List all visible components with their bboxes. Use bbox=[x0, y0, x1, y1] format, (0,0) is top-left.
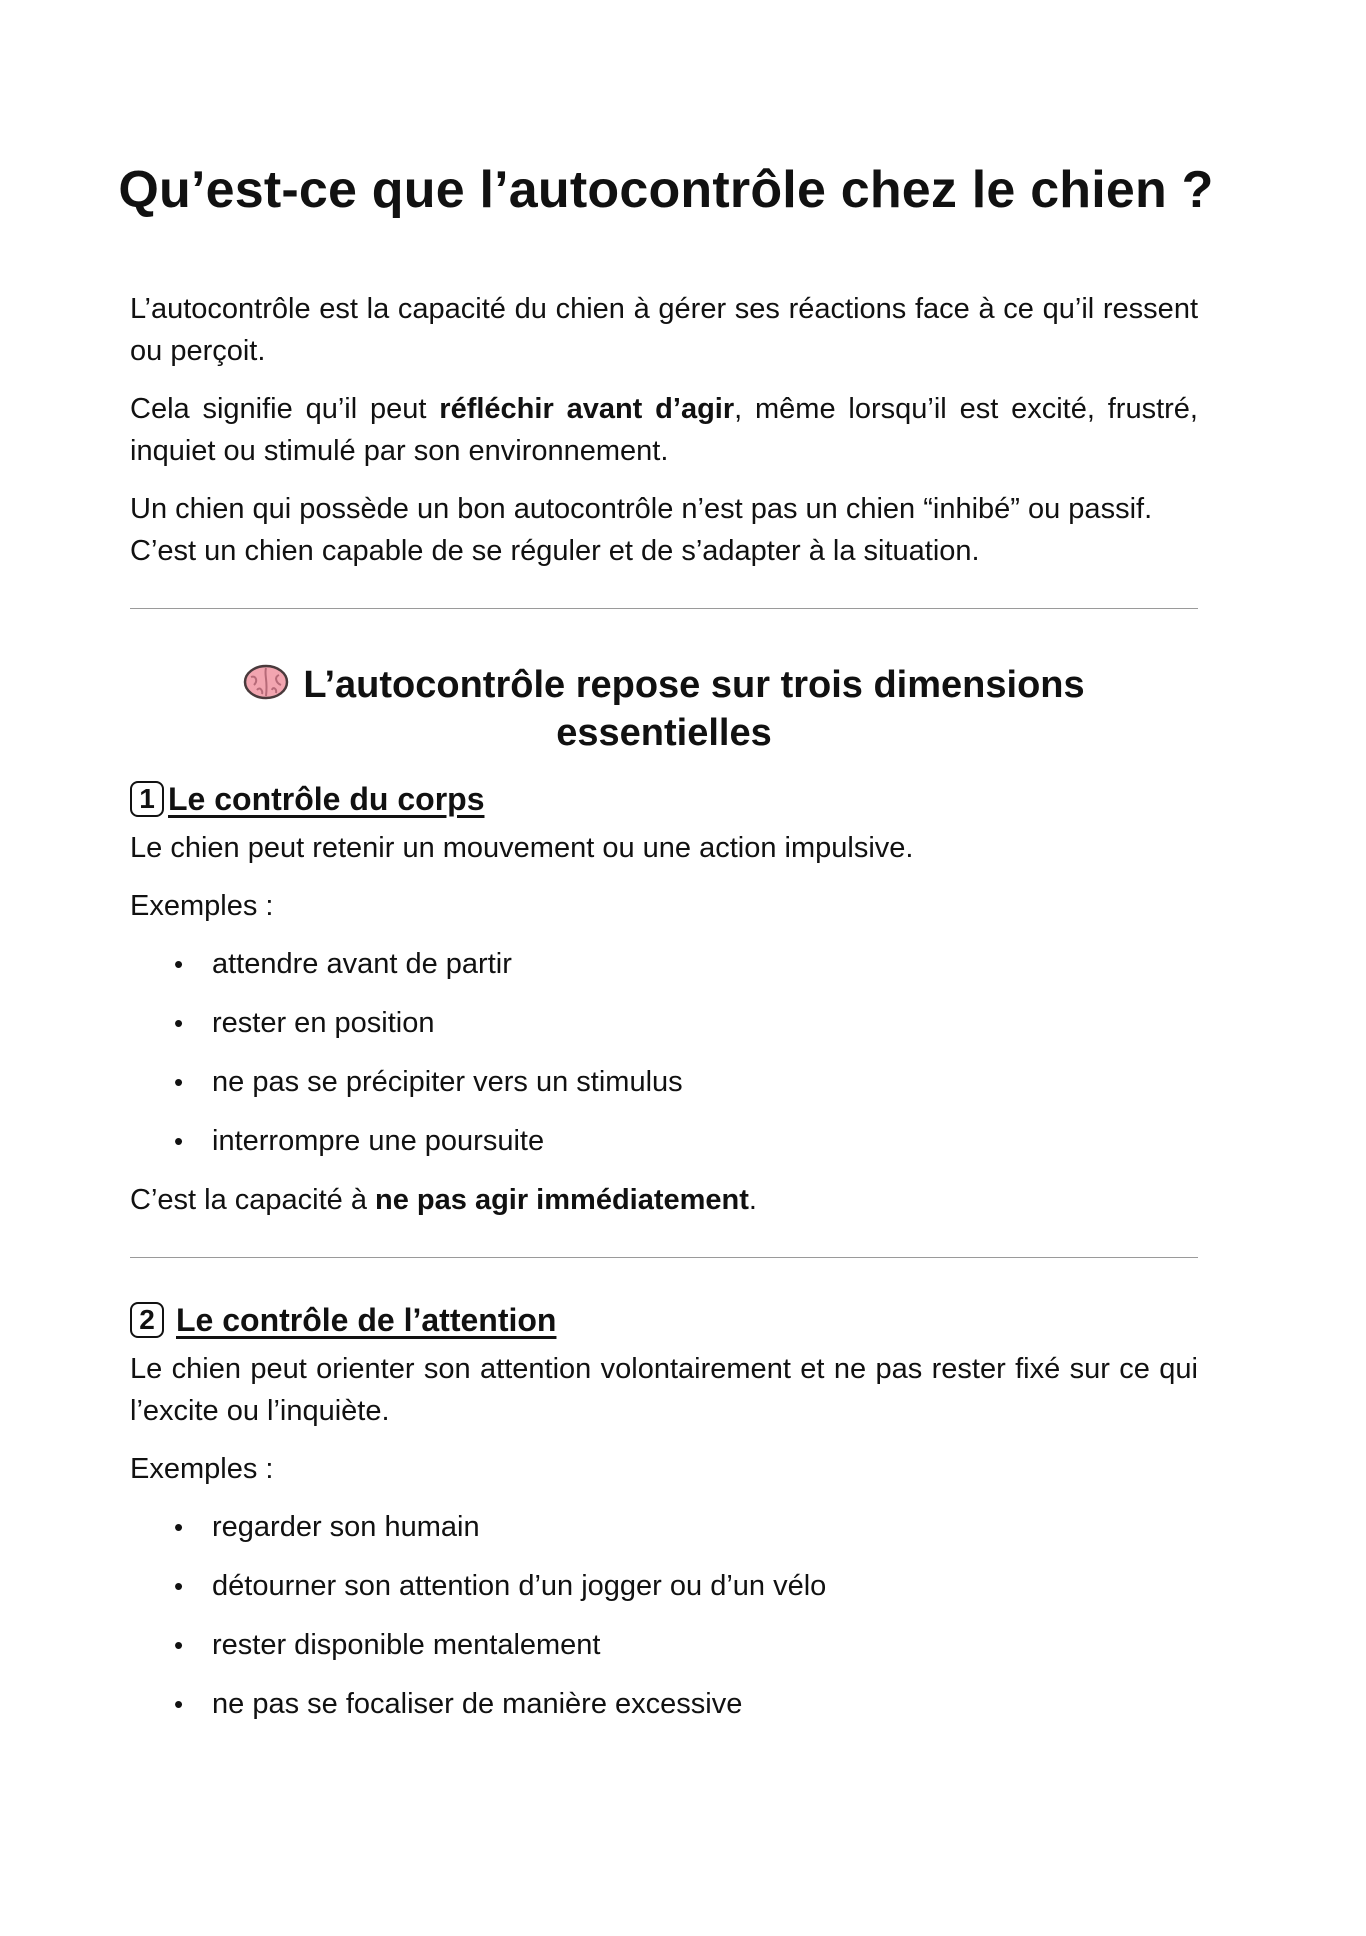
bullet: • bbox=[174, 1008, 184, 1038]
section-title-line-1: L’autocontrôle repose sur trois dimensions bbox=[303, 664, 1085, 706]
intro-paragraph-2 bbox=[130, 388, 1198, 472]
section-title bbox=[130, 661, 1198, 757]
bullet: • bbox=[174, 1067, 184, 1097]
list-item bbox=[174, 1120, 1198, 1162]
page-title: Qu’est-ce que l’autocontrôle chez le chien ? bbox=[118, 161, 1214, 219]
intro-paragraph-1: L’autocontrôle est la capacité du chien à gérer ses réactions face à ce qu’il ressent ou perçoit. bbox=[130, 293, 1198, 367]
intro-section bbox=[130, 288, 1198, 572]
list-item bbox=[174, 1683, 1198, 1725]
dimension-heading bbox=[130, 1300, 1198, 1340]
list-item bbox=[174, 1002, 1198, 1044]
examples-label: Exemples : bbox=[130, 1453, 274, 1485]
list-item bbox=[174, 1624, 1198, 1666]
examples-list bbox=[130, 1506, 1198, 1725]
section-divider bbox=[130, 608, 1198, 609]
dimension-2 bbox=[130, 1300, 1198, 1725]
bullet: • bbox=[174, 1630, 184, 1660]
list-item-text: rester en position bbox=[212, 1007, 435, 1039]
brain-icon bbox=[243, 663, 289, 701]
bullet: • bbox=[174, 1126, 184, 1156]
list-item bbox=[174, 1565, 1198, 1607]
bullet: • bbox=[174, 1689, 184, 1719]
intro-p2-emphasis: réfléchir avant d’agir bbox=[439, 393, 735, 425]
intro-paragraph-4: C’est un chien capable de se réguler et de s’adapter à la situation. bbox=[130, 535, 980, 567]
examples-label: Exemples : bbox=[130, 890, 274, 922]
section-title-line-2: essentielles bbox=[556, 712, 772, 754]
dimension-conclusion bbox=[130, 1179, 1198, 1221]
number-badge: 2 bbox=[130, 1302, 164, 1338]
section-divider bbox=[130, 1257, 1198, 1258]
list-item-text: interrompre une poursuite bbox=[212, 1125, 545, 1157]
bullet: • bbox=[174, 949, 184, 979]
conclusion-text: C’est la capacité à bbox=[130, 1184, 376, 1216]
list-item-text: détourner son attention d’un jogger ou d’un vélo bbox=[212, 1570, 827, 1602]
dimension-title: Le contrôle de l’attention bbox=[176, 1302, 557, 1338]
bullet: • bbox=[174, 1512, 184, 1542]
intro-p2-text-end: , même lorsqu’il est excité, frustré, inquiet ou stimulé par son environnement. bbox=[130, 393, 1198, 467]
list-item-text: ne pas se précipiter vers un stimulus bbox=[212, 1066, 683, 1098]
list-item-text: ne pas se focaliser de manière excessive bbox=[212, 1688, 743, 1720]
list-item-text: attendre avant de partir bbox=[212, 948, 512, 980]
intro-p2-text: Cela signifie qu’il peut bbox=[130, 393, 440, 425]
list-item bbox=[174, 1061, 1198, 1103]
dimension-description: Le chien peut retenir un mouvement ou une action impulsive. bbox=[130, 832, 914, 864]
conclusion-emphasis: ne pas agir immédiatement bbox=[375, 1184, 749, 1216]
number-badge: 1 bbox=[130, 781, 164, 817]
dimension-title: Le contrôle du corps bbox=[168, 781, 485, 817]
list-item-text: regarder son humain bbox=[212, 1511, 480, 1543]
dimension-heading bbox=[130, 779, 1198, 819]
dimension-description: Le chien peut orienter son attention volontairement et ne pas rester fixé sur ce qui l’excite ou l’inquiète. bbox=[130, 1353, 1198, 1427]
conclusion-end: . bbox=[748, 1184, 757, 1216]
bullet: • bbox=[174, 1571, 184, 1601]
list-item-text: rester disponible mentalement bbox=[212, 1629, 601, 1661]
list-item bbox=[174, 943, 1198, 985]
examples-list bbox=[130, 943, 1198, 1162]
list-item bbox=[174, 1506, 1198, 1548]
intro-paragraph-3: Un chien qui possède un bon autocontrôle n’est pas un chien “inhibé” ou passif. bbox=[130, 493, 1153, 525]
dimension-1 bbox=[130, 779, 1198, 1221]
